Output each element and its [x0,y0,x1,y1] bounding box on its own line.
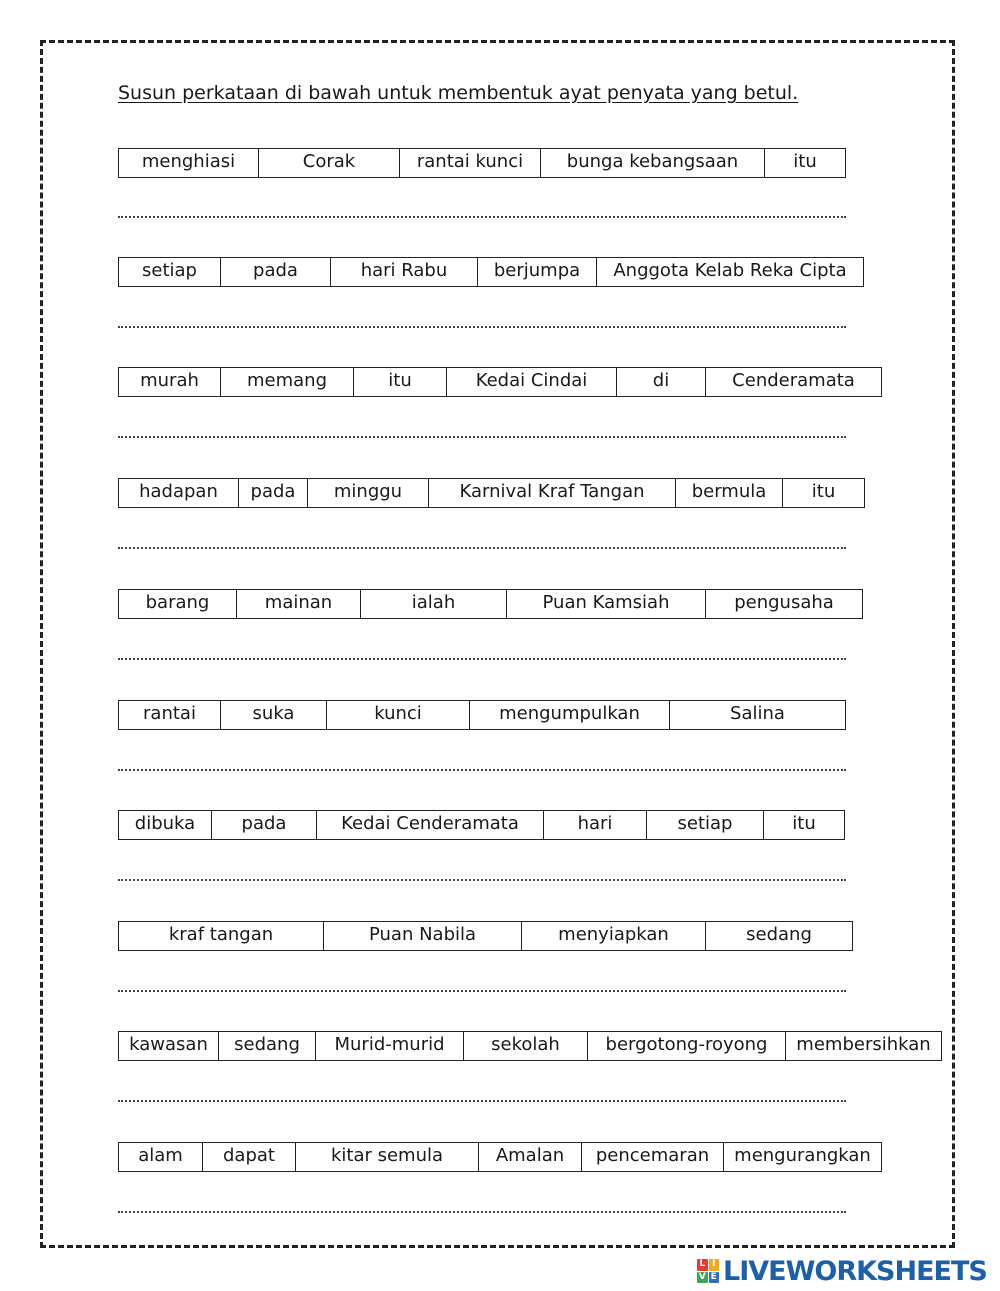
answer-line-4[interactable] [118,543,846,549]
word-tile[interactable]: itu [792,813,816,834]
word-tile[interactable]: rantai [119,701,221,729]
word-row-4 [118,478,865,508]
word-tile[interactable]: itu [354,368,447,396]
answer-line-7[interactable] [118,875,846,881]
word-tile[interactable]: Kedai Cenderamata [317,811,544,839]
answer-line-1[interactable] [118,212,846,218]
liveworksheets-logo-icon [697,1259,719,1283]
word-tile[interactable]: mainan [237,590,361,618]
answer-line-10[interactable] [118,1207,846,1213]
word-row-8 [118,921,853,951]
answer-line-2[interactable] [118,322,846,328]
logo-letter: V [698,1271,706,1282]
word-row-7 [118,810,845,840]
word-tile[interactable]: Corak [259,149,400,177]
word-tile[interactable]: dapat [203,1143,296,1171]
answer-line-5[interactable] [118,654,846,660]
word-tile[interactable]: pada [212,811,317,839]
word-tile[interactable]: minggu [308,479,429,507]
word-tile[interactable]: setiap [119,258,221,286]
word-tile[interactable]: hadapan [119,479,239,507]
word-tile[interactable]: itu [793,151,817,172]
word-tile[interactable]: sekolah [464,1032,588,1060]
brand-name: LIVEWORKSHEETS [723,1255,987,1287]
word-tile[interactable]: hari Rabu [331,258,478,286]
word-tile[interactable]: Anggota Kelab Reka Cipta [613,260,847,281]
word-tile[interactable]: pada [239,479,308,507]
word-tile[interactable]: Salina [730,703,785,724]
word-tile[interactable]: sedang [219,1032,316,1060]
word-tile[interactable]: Murid-murid [316,1032,464,1060]
word-tile[interactable]: Puan Kamsiah [507,590,706,618]
word-tile[interactable]: Karnival Kraf Tangan [429,479,676,507]
word-tile[interactable]: murah [119,368,221,396]
word-tile[interactable]: membersihkan [796,1034,931,1055]
word-tile[interactable]: pada [221,258,331,286]
word-tile[interactable]: setiap [647,811,764,839]
answer-line-9[interactable] [118,1096,846,1102]
word-row-9 [118,1031,942,1061]
word-tile[interactable]: bergotong-royong [588,1032,786,1060]
word-tile[interactable]: kawasan [119,1032,219,1060]
word-tile[interactable]: mengurangkan [734,1145,871,1166]
word-tile[interactable]: sedang [746,924,812,945]
word-tile[interactable]: Cenderamata [732,370,855,391]
word-tile[interactable]: alam [119,1143,203,1171]
word-tile[interactable]: dibuka [119,811,212,839]
word-tile[interactable]: kitar semula [296,1143,479,1171]
word-tile[interactable]: bermula [676,479,783,507]
word-row-1 [118,148,846,178]
word-tile[interactable]: Kedai Cindai [447,368,617,396]
word-tile[interactable]: menyiapkan [522,922,706,950]
word-row-10 [118,1142,882,1172]
word-tile[interactable]: kunci [327,701,470,729]
word-tile[interactable]: kraf tangan [119,922,324,950]
word-tile[interactable]: itu [811,481,836,502]
word-tile[interactable]: berjumpa [478,258,597,286]
answer-line-8[interactable] [118,986,846,992]
word-tile[interactable]: bunga kebangsaan [541,149,765,177]
word-row-6 [118,700,846,730]
logo-letter: L [697,1259,708,1271]
word-tile[interactable]: hari [544,811,647,839]
word-tile[interactable]: pengusaha [734,592,834,613]
word-tile[interactable]: ialah [361,590,507,618]
worksheet-border [40,40,955,1248]
word-tile[interactable]: Puan Nabila [324,922,522,950]
logo-letter: I [709,1259,720,1271]
word-tile[interactable]: Amalan [479,1143,582,1171]
word-row-2 [118,257,864,287]
answer-line-6[interactable] [118,765,846,771]
word-tile[interactable]: pencemaran [582,1143,724,1171]
word-tile[interactable]: di [617,368,706,396]
word-row-5 [118,589,863,619]
word-tile[interactable]: menghiasi [119,149,259,177]
word-row-3 [118,367,882,397]
word-tile[interactable]: memang [221,368,354,396]
word-tile[interactable]: mengumpulkan [470,701,670,729]
instruction-text: Susun perkataan di bawah untuk membentuk ayat penyata yang betul. [118,82,799,104]
logo-letter: E [709,1272,720,1284]
footer-brand [697,1256,987,1286]
word-tile[interactable]: barang [119,590,237,618]
word-tile[interactable]: rantai kunci [400,149,541,177]
answer-line-3[interactable] [118,432,846,438]
word-tile[interactable]: suka [221,701,327,729]
